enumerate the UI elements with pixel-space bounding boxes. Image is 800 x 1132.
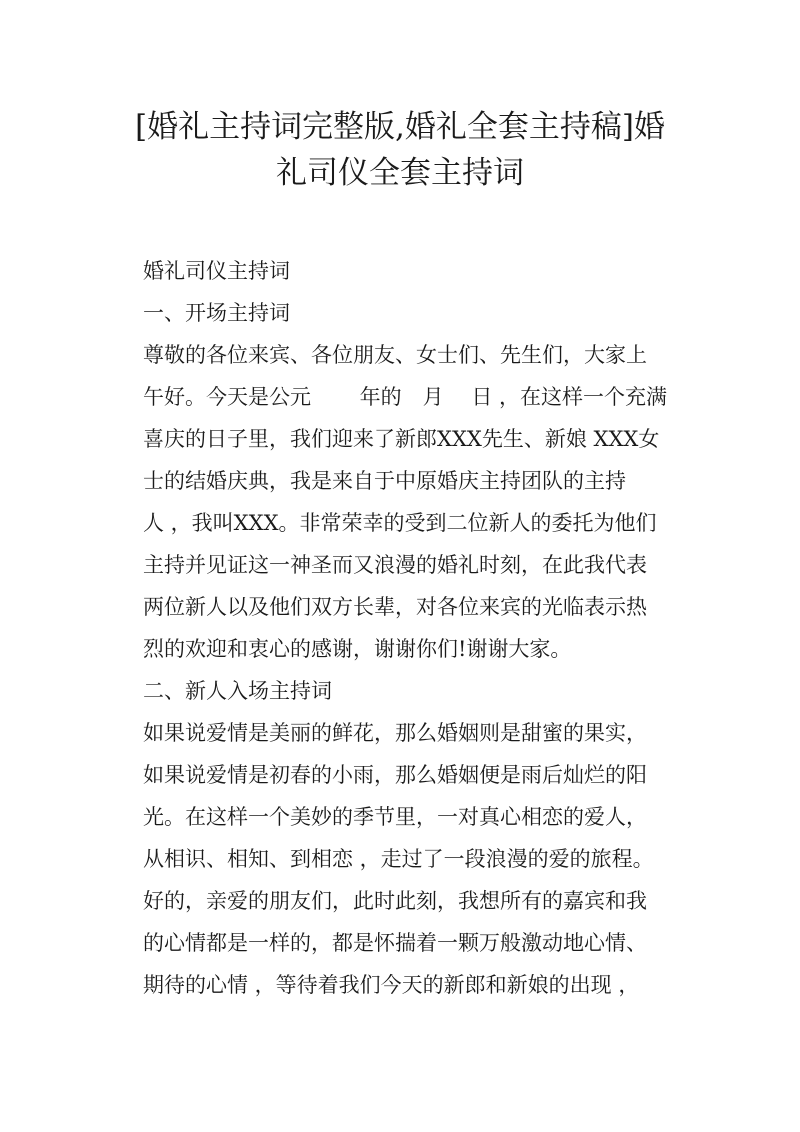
paragraph-line: 喜庆的日子里，我们迎来了新郎XXX先生、新娘 XXX女 — [143, 427, 660, 451]
paragraph-line: 如果说爱情是美丽的鲜花，那么婚姻则是甜蜜的果实， — [143, 721, 647, 745]
title-line-2: 礼司仪全套主持词 — [276, 155, 524, 191]
paragraph-line: 主持并见证这一神圣而又浪漫的婚礼时刻，在此我代表 — [143, 553, 647, 577]
paragraph-line: 两位新人以及他们双方长辈，对各位来宾的光临表示热 — [143, 595, 647, 619]
paragraph-line: 如果说爱情是初春的小雨，那么婚姻便是雨后灿烂的阳 — [143, 763, 647, 787]
paragraph-line: 光。在这样一个美妙的季节里，一对真心相恋的爱人， — [143, 805, 647, 829]
title-line-1: [婚礼主持词完整版,婚礼全套主持稿]婚 — [134, 109, 666, 145]
paragraph-line: 人 ，我叫XXX。非常荣幸的受到二位新人的委托为他们 — [143, 511, 657, 535]
document-title — [120, 104, 680, 196]
section-heading: 婚礼司仪主持词 — [143, 259, 290, 283]
paragraph-line: 午好。今天是公元 年的 月 日 ，在这样一个充满 — [143, 385, 668, 409]
paragraph-line: 好的，亲爱的朋友们，此时此刻，我想所有的嘉宾和我 — [143, 889, 647, 913]
section-heading: 一、开场主持词 — [143, 301, 290, 325]
paragraph-line: 从相识、相知、到相恋 ，走过了一段浪漫的爱的旅程。 — [143, 847, 654, 871]
paragraph-line: 士的结婚庆典，我是来自于中原婚庆主持团队的主持 — [143, 469, 626, 493]
paragraph-line: 烈的欢迎和衷心的感谢，谢谢你们!谢谢大家。 — [143, 637, 572, 661]
paragraph-line: 尊敬的各位来宾、各位朋友、女士们、先生们，大家上 — [143, 343, 647, 367]
section-heading: 二、新人入场主持词 — [143, 679, 332, 703]
paragraph-line: 期待的心情 ，等待着我们今天的新郎和新娘的出现 ， — [143, 973, 640, 997]
document-body — [143, 250, 673, 1006]
paragraph-line: 的心情都是一样的，都是怀揣着一颗万般激动地心情、 — [143, 931, 647, 955]
